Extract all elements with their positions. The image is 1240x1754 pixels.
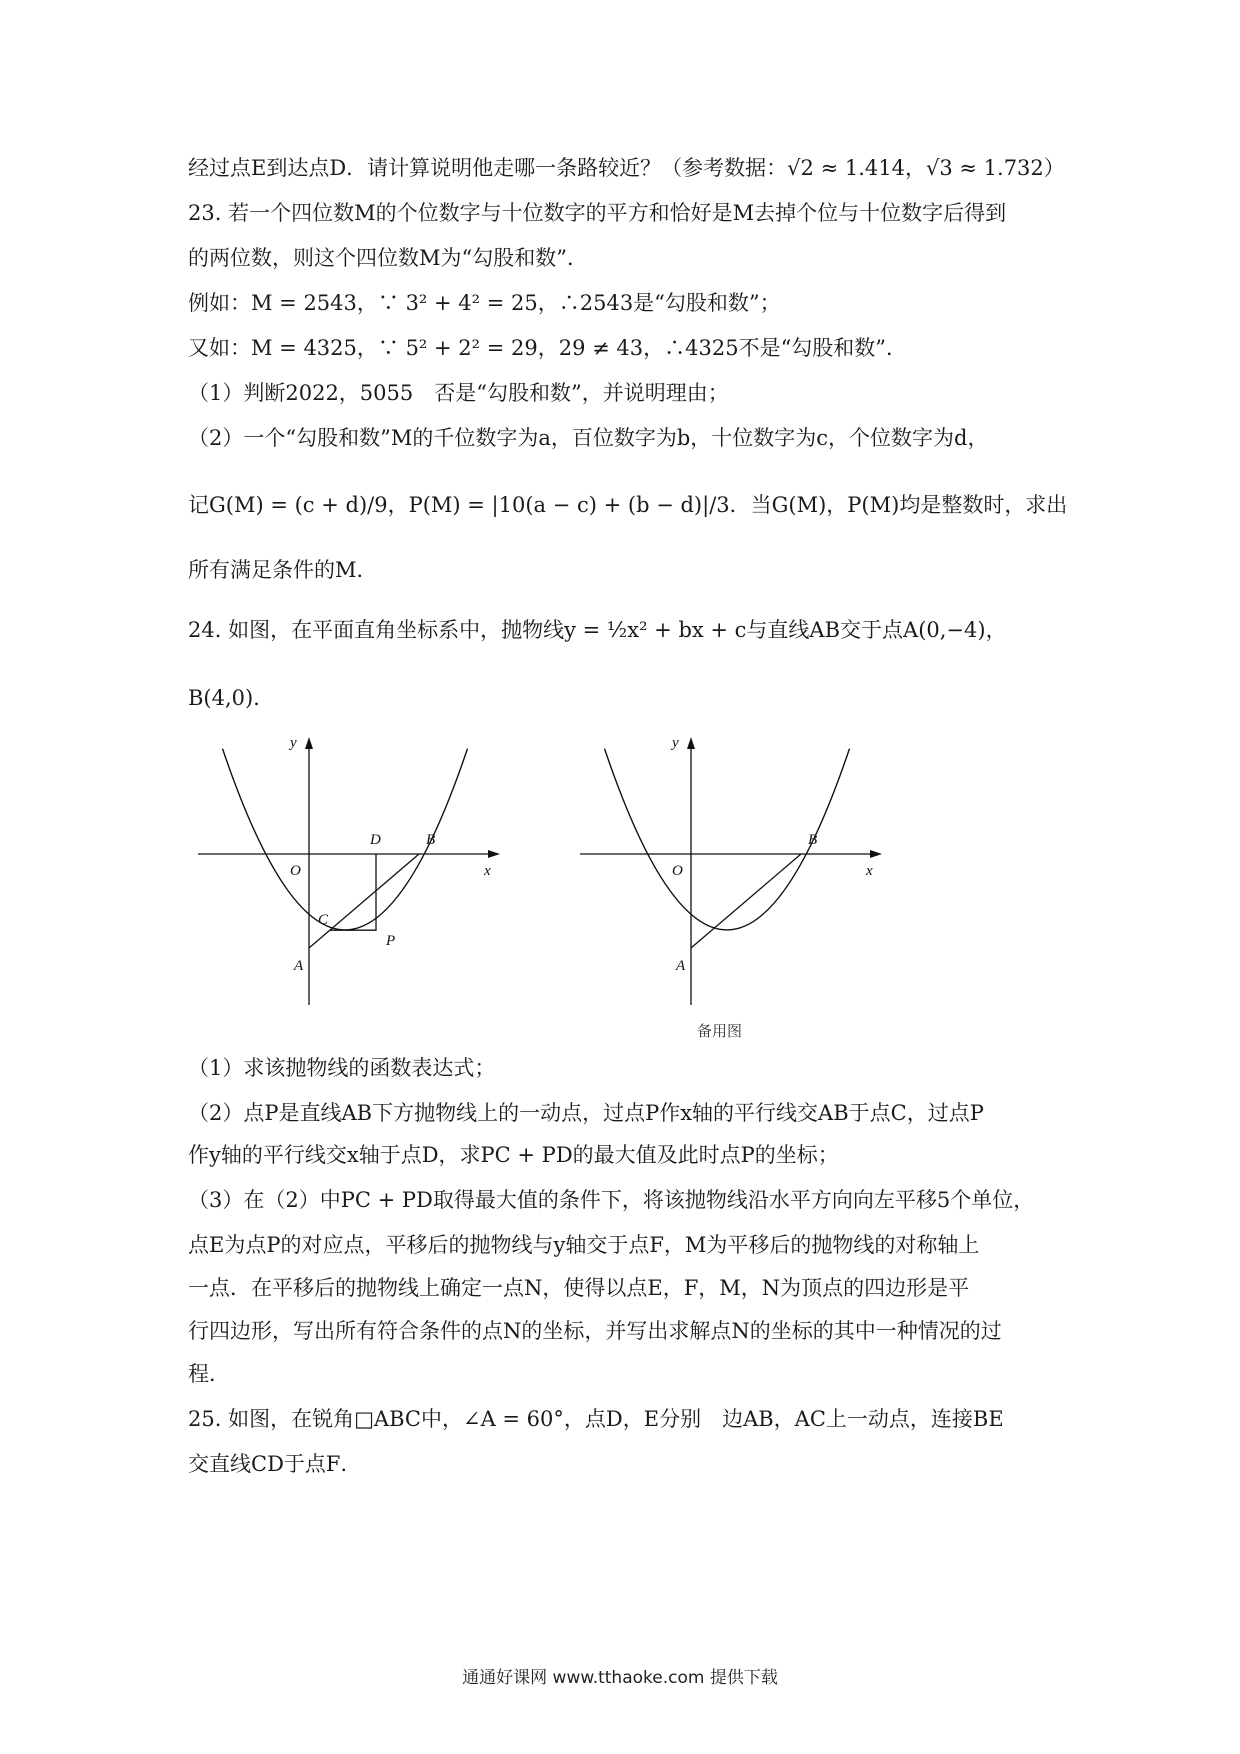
label-x: x [484,863,491,879]
text-line-1: 经过点E到达点D．请计算说明他走哪一条路较近？（参考数据：√2 ≈ 1.414，√3 ≈ 1.732） [188,156,1065,180]
text-line-21: 交直线CD于点F． [188,1452,362,1476]
text-line-16: 点E为点P的对应点，平移后的抛物线与y轴交于点F，M为平移后的抛物线的对称轴上 [188,1233,980,1257]
page-footer: 通通好课网 www.tthaoke.com 提供下载 [462,1668,778,1688]
text-line-15: （3）在（2）中PC + PD取得最大值的条件下，将该抛物线沿水平方向向左平移5个单位， [188,1188,1035,1212]
text-line-9: 所有满足条件的M． [188,558,378,582]
label-p: P [386,933,396,949]
label-y: y [290,735,297,751]
text-line-11: B(4,0)． [188,686,275,710]
parabola-figure-main [190,725,520,1015]
text-line-2: 23. 若一个四位数M的个位数字与十位数字的平方和恰好是M去掉个位与十位数字后得到 [188,201,1007,225]
label-a: A [676,958,686,974]
figure-caption: 备用图 [697,1022,743,1040]
text-line-14: 作y轴的平行线交x轴于点D，求PC + PD的最大值及此时点P的坐标； [188,1143,839,1167]
label-d: D [370,832,381,848]
text-line-12: （1）求该抛物线的函数表达式； [188,1056,496,1080]
text-line-4: 例如：M = 2543，∵ 3² + 4² = 25，∴2543是“勾股和数”； [188,291,781,315]
label-b: B [808,832,818,848]
label-y: y [672,735,679,751]
label-a: A [294,958,304,974]
text-line-17: 一点．在平移后的抛物线上确定一点N，使得以点E，F，M，N为顶点的四边形是平 [188,1276,970,1300]
text-line-6: （1）判断2022，5055 否是“勾股和数”，并说明理由； [188,381,729,405]
text-line-18: 行四边形，写出所有符合条件的点N的坐标，并写出求解点N的坐标的其中一种情况的过 [188,1319,1002,1343]
text-line-19: 程． [188,1362,230,1386]
label-b: B [426,832,436,848]
label-c: C [318,912,329,928]
text-line-20: 25. 如图，在锐角□ABC中，∠A = 60°，点D，E分别 边AB，AC上一动点，连接BE [188,1407,1004,1431]
label-o: O [672,863,683,879]
label-o: O [290,863,301,879]
text-line-13: （2）点P是直线AB下方抛物线上的一动点，过点P作x轴的平行线交AB于点C，过点P [188,1101,984,1125]
text-line-10: 24. 如图，在平面直角坐标系中，抛物线y = ½x² + bx + c与直线AB交于点A(0,−4)， [188,618,1007,642]
parabola-figure-spare [572,725,902,1015]
label-x: x [866,863,873,879]
text-line-3: 的两位数，则这个四位数M为“勾股和数”． [188,246,588,270]
text-line-5: 又如：M = 4325，∵ 5² + 2² = 29，29 ≠ 43，∴4325不是“勾股和数”． [188,336,908,360]
text-line-8: 记G(M) = (c + d)/9，P(M) = |10(a − c) + (b − d)|/3．当G(M)，P(M)均是整数时，求出 [188,493,1068,517]
text-line-7: （2）一个“勾股和数”M的千位数字为a，百位数字为b，十位数字为c，个位数字为d， [188,426,989,450]
